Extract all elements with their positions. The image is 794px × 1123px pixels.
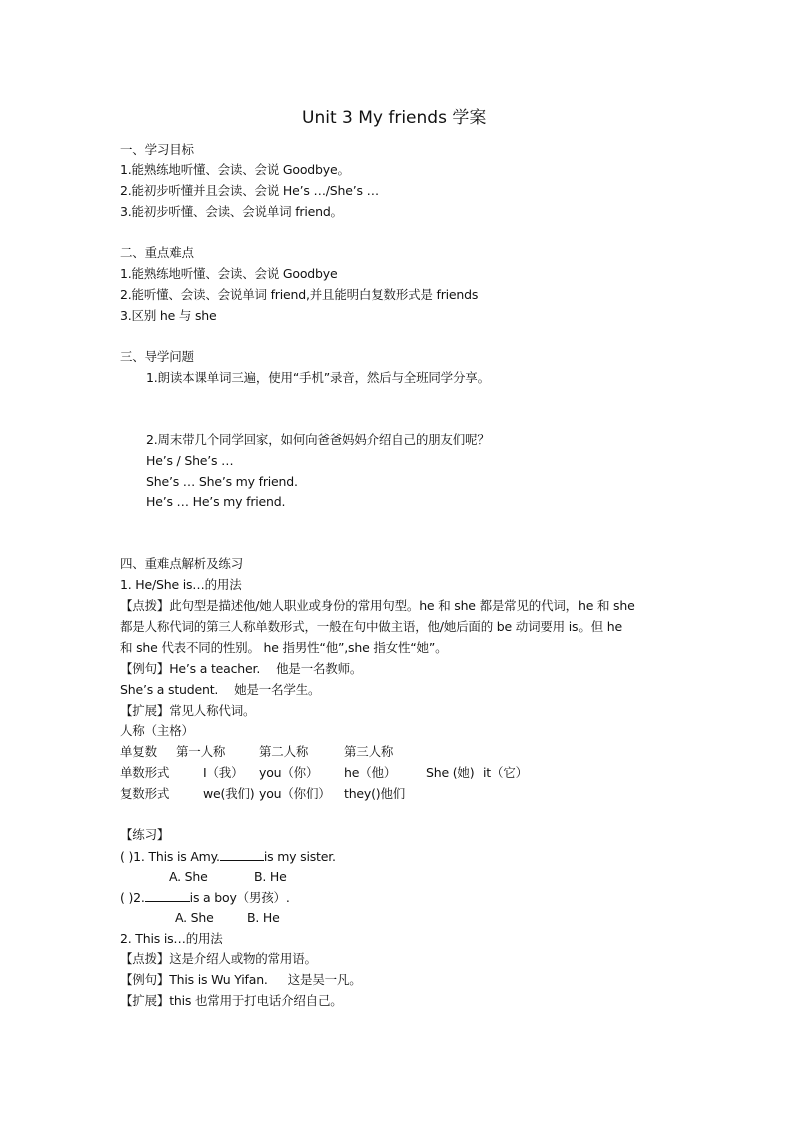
- question-text: is my sister.: [263, 849, 336, 864]
- pronoun-header-cell: 第一人称: [176, 744, 226, 759]
- paragraph-line: 和 she 代表不同的性别。 he 指男性“他”,she 指女性“她”。: [120, 640, 448, 655]
- option: B. He: [254, 869, 287, 884]
- subsection-title: 1. He/She is…的用法: [120, 577, 242, 592]
- option: A. She: [169, 869, 208, 884]
- extension-line: 【扩展】常见人称代词。: [120, 703, 256, 718]
- pronoun-cell: they()他们: [344, 786, 406, 801]
- example-chinese: 他是一名教师。: [276, 661, 363, 676]
- pronoun-cell: 复数形式: [120, 786, 170, 801]
- list-item: 2.能听懂、会读、会说单词 friend,并且能明白复数形式是 friends: [120, 287, 479, 302]
- exercise-question: [120, 889, 290, 906]
- option: A. She: [175, 910, 214, 925]
- example-chinese: 她是一名学生。: [234, 682, 321, 697]
- example-line: She’s … She’s my friend.: [146, 474, 298, 489]
- list-item: 1.能熟练地听懂、会读、会说 Goodbye。: [120, 162, 350, 177]
- section-heading: 四、重难点解析及练习: [120, 556, 244, 571]
- section-heading: 二、重点难点: [120, 245, 194, 260]
- paragraph-line: 都是人称代词的第三人称单数形式，一般在句中做主语，他/她后面的 be 动词要用 is。但 he: [120, 619, 622, 634]
- exercise-question: [120, 848, 336, 865]
- fill-blank[interactable]: [220, 848, 264, 861]
- section-heading: 一、学习目标: [120, 142, 194, 157]
- practice-heading: 【练习】: [120, 827, 170, 842]
- example-english: She’s a student.: [120, 682, 219, 697]
- fill-blank[interactable]: [145, 889, 190, 902]
- pronoun-cell: 单数形式: [120, 765, 170, 780]
- list-item: 3.能初步听懂、会读、会说单词 friend。: [120, 204, 343, 219]
- pronoun-header-cell: 第三人称: [344, 744, 394, 759]
- section-heading: 三、导学问题: [120, 349, 194, 364]
- page-title: Unit 3 My friends 学案: [302, 108, 487, 128]
- pronoun-cell: She (她): [426, 765, 475, 780]
- example-label: 【例句】: [120, 972, 170, 987]
- question-text: 1. This is Amy.: [133, 849, 220, 864]
- paragraph-line: 【点拨】此句型是描述他/她人职业或身份的常用句型。he 和 she 都是常见的代词，he 和 she: [120, 598, 635, 613]
- list-item: 3.区别 he 与 she: [120, 308, 217, 323]
- subsection-title: 2. This is…的用法: [120, 931, 223, 946]
- pronoun-cell: he（他）: [344, 765, 397, 780]
- list-item: 2.能初步听懂并且会读、会说 He’s …/She’s …: [120, 183, 379, 198]
- question-text: 2.: [133, 890, 145, 905]
- pronoun-header-cell: 第二人称: [259, 744, 309, 759]
- example-line: He’s / She’s …: [146, 453, 234, 468]
- list-item: 1.能熟练地听懂、会读、会说 Goodbye: [120, 266, 338, 281]
- pronoun-cell: we(我们): [203, 786, 255, 801]
- pronoun-cell: you（你）: [259, 765, 319, 780]
- example-label: 【例句】: [120, 661, 170, 676]
- answer-paren[interactable]: ( ): [120, 849, 134, 864]
- option: B. He: [247, 910, 280, 925]
- example-chinese: 这是吴一凡。: [287, 972, 362, 987]
- pronoun-table-title: 人称（主格）: [120, 723, 194, 738]
- example-row: [120, 682, 320, 698]
- paragraph-line: 【点拨】这是介绍人或物的常用语。: [120, 951, 317, 966]
- pronoun-cell: it（它）: [483, 765, 528, 780]
- example-row: [120, 972, 362, 988]
- pronoun-cell: you（你们）: [259, 786, 331, 801]
- question-text: 2.周末带几个同学回家，如何向爸爸妈妈介绍自己的朋友们呢？: [146, 432, 490, 447]
- example-english: This is Wu Yifan.: [169, 972, 268, 987]
- extension-line: 【扩展】this 也常用于打电话介绍自己。: [120, 993, 343, 1008]
- example-english: He’s a teacher.: [169, 661, 261, 676]
- example-row: [120, 661, 362, 677]
- question-text: 1.朗读本课单词三遍，使用“手机”录音，然后与全班同学分享。: [146, 370, 490, 385]
- answer-paren[interactable]: ( ): [120, 890, 134, 905]
- example-line: He’s … He’s my friend.: [146, 494, 286, 509]
- pronoun-header-cell: 单复数: [120, 744, 157, 759]
- pronoun-cell: I（我）: [203, 765, 244, 780]
- question-text: is a boy（男孩）.: [189, 890, 290, 905]
